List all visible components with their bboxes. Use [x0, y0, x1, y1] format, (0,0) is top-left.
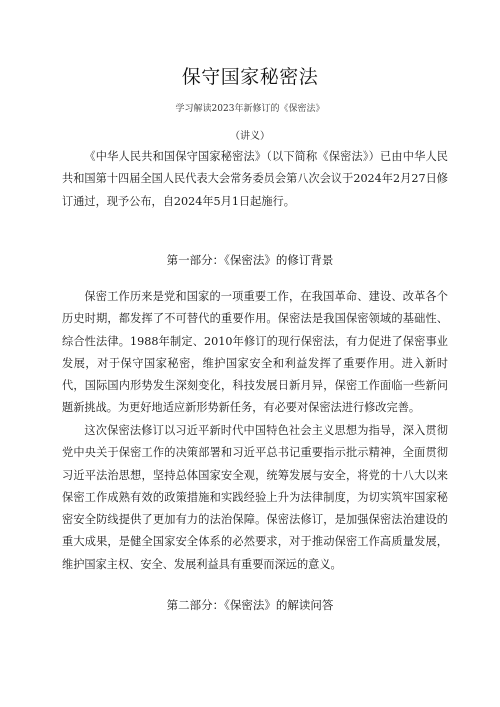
document-subtitle: 学习解读2023年新修订的《保密法》 [175, 104, 325, 114]
background-paragraph-2: 这次保密法修订以习近平新时代中国特色社会主义思想为指导，深入贯彻党中央关于保密工作的决策部署和习近平总书记重要指示批示精神，全面贯彻习近平法治思想，坚持总体国家安全观，统筹发展与安全，将党的十八大以来保密工作成熟有效的政策措施和实践经验上升为法律制度，为切实筑牢国家秘密安全防线提供了更加有力的法治保障。保密法修订，是加强保密法治建设的重大成果，是健全国家安全体系的必然要求，对于推动保密工作高质量发展，维护国家主权、安全、发展利益具有重要而深远的意义。 [62, 424, 448, 571]
section-heading-background: 第一部分：《保密法》的修订背景 [166, 253, 334, 267]
background-paragraph-1: 保密工作历来是党和国家的一项重要工作，在我国革命、建设、改革各个历史时期，都发挥了不可替代的重要作用。保密法是我国保密领域的基础性、综合性法律。1988年制定、2010年修订的现行保密法，有力促进了保密事业发展，对于保守国家秘密，维护国家安全和利益发挥了重要作用。进入新时代，国际国内形势发生深刻变化，科技发展日新月异，保密工作面临一些新问题新挑战。为更好地适应新形势新任务，有必要对保密法进行修改完善。 [62, 290, 448, 415]
document-title: 保守国家秘密法 [181, 66, 319, 88]
intro-paragraph: 《中华人民共和国保守国家秘密法》（以下简称《保密法》）已由中华人民共和国第十四届全国人民代表大会常务委员会第八次会议于2024年2月27日修订通过，现予公布，自2024年5月1日起施行。 [62, 150, 448, 208]
lecture-label: （讲义） [230, 131, 270, 142]
section-heading-qa: 第二部分：《保密法》的解读问答 [166, 598, 334, 612]
